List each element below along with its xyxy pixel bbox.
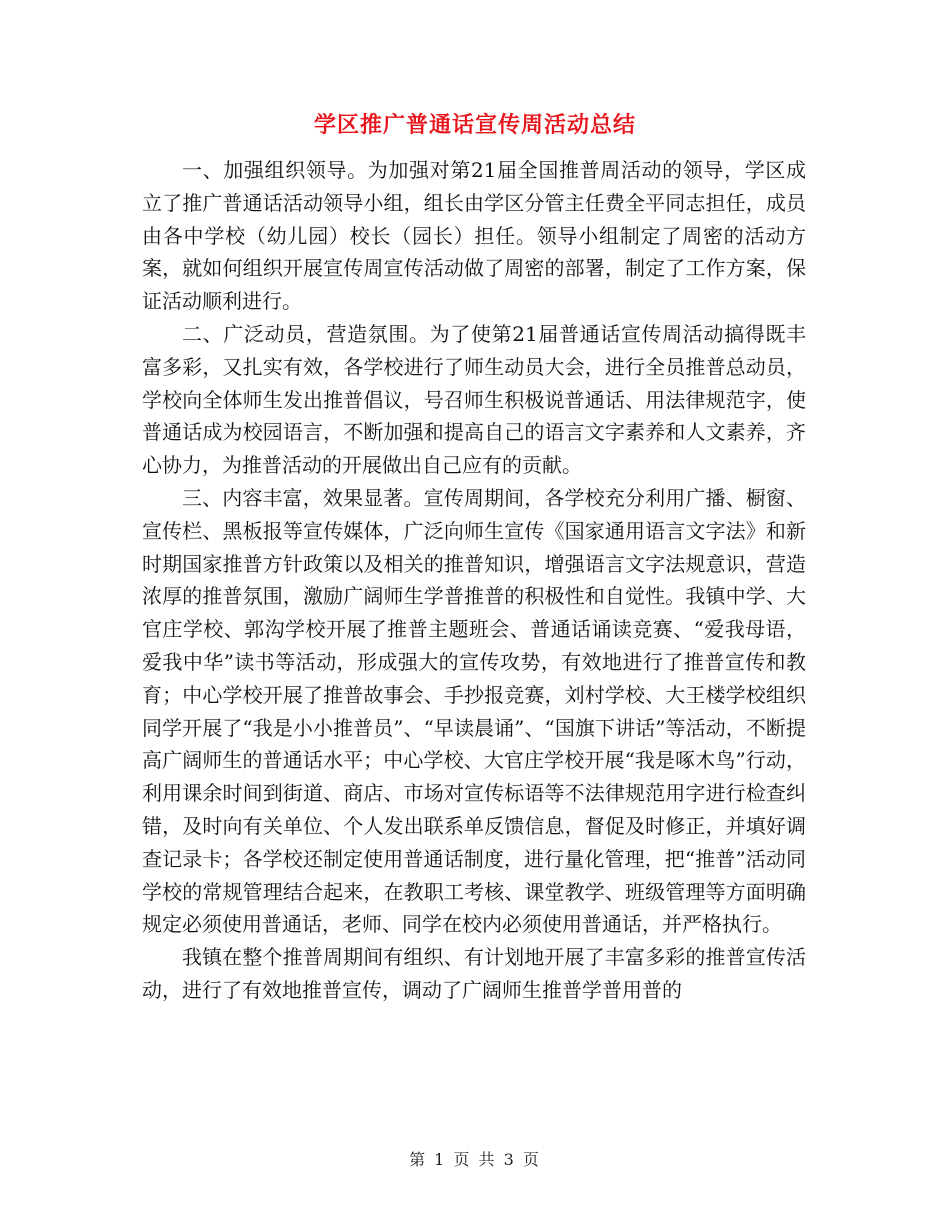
paragraph-2: 二、广泛动员，营造氛围。为了使第21届普通话宣传周活动搞得既丰富多彩，又扎实有效，各学校进行了师生动员大会，进行全员推普总动员，学校向全体师生发出推普倡议，号召师生积极说普通话、用法律规范字，使普通话成为校园语言，不断加强和提高自己的语言文字素养和人文素养，齐心协力，为推普活动的开展做出自己应有的贡献。 (142, 321, 806, 478)
paragraph-1: 一、加强组织领导。为加强对第21届全国推普周活动的领导，学区成立了推广普通话活动领导小组，组长由学区分管主任费全平同志担任，成员由各中学校（幼儿园）校长（园长）担任。领导小组制定了周密的活动方案，就如何组织开展宣传周宣传活动做了周密的部署，制定了工作方案，保证活动顺利进行。 (142, 158, 806, 314)
page-number-footer: 第 1 页 共 3 页 (409, 1150, 541, 1169)
document-title: 学区推广普通话宣传周活动总结 (313, 113, 636, 138)
paragraph-4: 我镇在整个推普周期间有组织、有计划地开展了丰富多彩的推普宣传活动，进行了有效地推普宣传，调动了广阔师生推普学普用普的 (142, 945, 806, 1002)
document-body (142, 154, 806, 1007)
paragraph-3: 三、内容丰富，效果显著。宣传周期间，各学校充分利用广播、橱窗、宣传栏、黑板报等宣传媒体，广泛向师生宣传《国家通用语言文字法》和新时期国家推普方针政策以及相关的推普知识，增强语言文字法规意识，营造浓厚的推普氛围，激励广阔师生学普推普的积极性和自觉性。我镇中学、大官庄学校、郭沟学校开展了推普主题班会、普通话诵读竞赛、“爱我母语，爱我中华”读书等活动，形成强大的宣传攻势，有效地进行了推普宣传和教育；中心学校开展了推普故事会、手抄报竞赛，刘村学校、大王楼学校组织同学开展了“我是小小推普员”、“早读晨诵”、“国旗下讲话”等活动，不断提高广阔师生的普通话水平；中心学校、大官庄学校开展“我是啄木鸟”行动，利用课余时间到街道、商店、市场对宣传标语等不法律规范用字进行检查纠错，及时向有关单位、个人发出联系单反馈信息，督促及时修正，并填好调查记录卡；各学校还制定使用普通话制度，进行量化管理，把“推普”活动同学校的常规管理结合起来，在教职工考核、课堂教学、班级管理等方面明确规定必须使用普通话，老师、同学在校内必须使用普通话，并严格执行。 (142, 485, 806, 937)
